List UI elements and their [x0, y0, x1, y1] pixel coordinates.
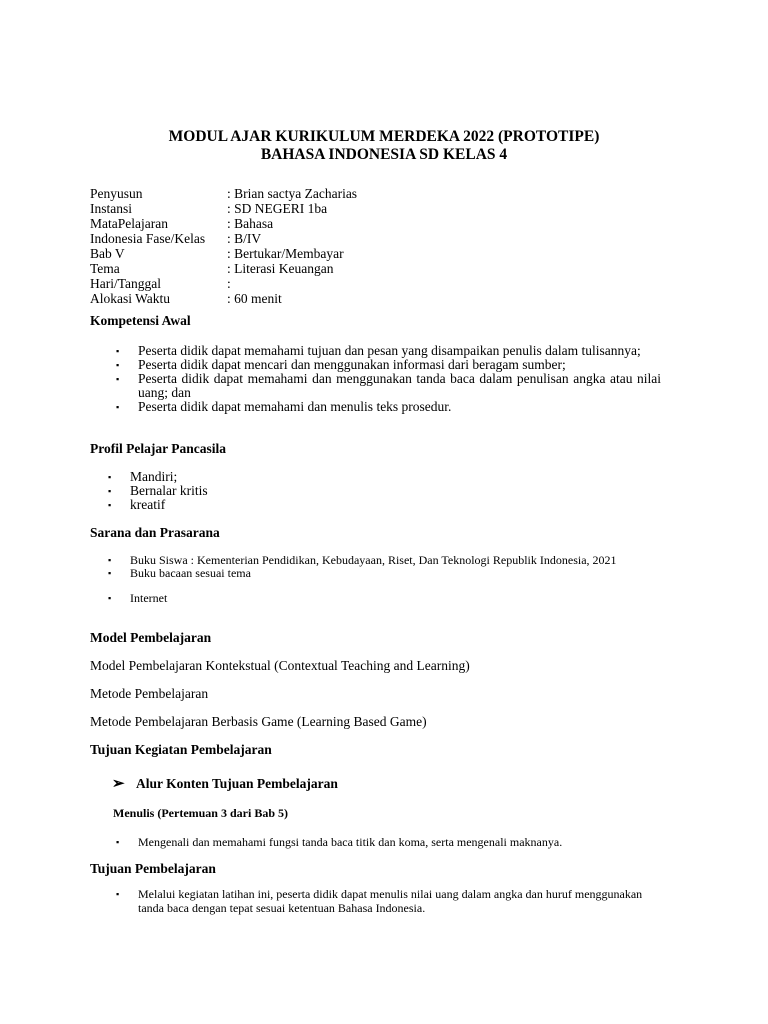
- meta-key: Indonesia Fase/Kelas: [90, 231, 206, 246]
- alur-heading: [112, 774, 338, 793]
- meta-value: : Brian sactya Zacharias: [227, 186, 358, 201]
- meta-row: [90, 246, 357, 261]
- meta-value: : Literasi Keuangan: [227, 261, 334, 276]
- section-heading-tujuan: Tujuan Pembelajaran: [90, 861, 216, 876]
- metode-text: Metode Pembelajaran Berbasis Game (Learning Based Game): [90, 714, 427, 729]
- profil-list: [107, 470, 407, 512]
- section-heading-tujuan-kegiatan: Tujuan Kegiatan Pembelajaran: [90, 742, 272, 757]
- sarana-list: [107, 554, 667, 605]
- meta-value: : SD NEGERI 1ba: [227, 201, 328, 216]
- meta-key: Bab V: [90, 246, 125, 261]
- meta-value: : Bertukar/Membayar: [227, 246, 344, 261]
- list-item: ▪ Peserta didik dapat memahami tujuan dan pesan yang disampaikan penulis dalam tulisannya;: [115, 344, 661, 358]
- meta-value: : B/IV: [227, 231, 262, 246]
- list-item: ▪ Buku Siswa : Kementerian Pendidikan, Kebudayaan, Riset, Dan Teknologi Republik Indonesia, 2021: [107, 554, 667, 567]
- meta-value: : Bahasa: [227, 216, 274, 231]
- section-heading-profil: Profil Pelajar Pancasila: [90, 441, 226, 456]
- tujuan-list: [115, 887, 660, 915]
- section-heading-metode: Metode Pembelajaran: [90, 686, 209, 701]
- meta-row: [90, 291, 357, 306]
- section-heading-model: Model Pembelajaran: [90, 630, 212, 645]
- list-item: ▪ Peserta didik dapat mencari dan menggunakan informasi dari beragam sumber;: [115, 358, 661, 372]
- list-item: ▪ Internet: [107, 592, 667, 605]
- section-heading-kompetensi: Kompetensi Awal: [90, 313, 191, 328]
- meta-value: :: [227, 276, 231, 291]
- list-item: ▪ Bernalar kritis: [107, 484, 407, 498]
- tujuan-kegiatan-list: [115, 835, 675, 849]
- menulis-subheading: Menulis (Pertemuan 3 dari Bab 5): [113, 806, 288, 820]
- list-item: ▪ Mandiri;: [107, 470, 407, 484]
- list-item: ▪ Buku bacaan sesuai tema: [107, 567, 667, 580]
- meta-key: MataPelajaran: [90, 216, 168, 231]
- document-subtitle: BAHASA INDONESIA SD KELAS 4: [260, 146, 508, 163]
- meta-row: [90, 201, 357, 216]
- alur-label: Alur Konten Tujuan Pembelajaran: [136, 775, 338, 791]
- meta-row: [90, 231, 357, 246]
- identity-table: [90, 186, 357, 306]
- list-item: ▪ Melalui kegiatan latihan ini, peserta didik dapat menulis nilai uang dalam angka dan huruf menggunakan tanda baca dengan tepat sesuai ketentuan Bahasa Indonesia.: [115, 887, 660, 915]
- meta-row: [90, 216, 357, 231]
- meta-key: Instansi: [90, 201, 132, 216]
- kompetensi-list: [115, 344, 661, 414]
- section-heading-sarana: Sarana dan Prasarana: [90, 525, 220, 540]
- list-item: ▪ Peserta didik dapat memahami dan menulis teks prosedur.: [115, 400, 661, 414]
- arrow-bullet-icon: ➢: [112, 776, 125, 792]
- list-item: ▪ Mengenali dan memahami fungsi tanda baca titik dan koma, serta mengenali maknanya.: [115, 835, 675, 849]
- model-text: Model Pembelajaran Kontekstual (Contextual Teaching and Learning): [90, 658, 470, 673]
- meta-row: [90, 186, 357, 201]
- meta-row: [90, 276, 357, 291]
- meta-row: [90, 261, 357, 276]
- meta-key: Tema: [90, 261, 120, 276]
- meta-key: Alokasi Waktu: [90, 291, 171, 306]
- document-title: MODUL AJAR KURIKULUM MERDEKA 2022 (PROTOTIPE): [168, 128, 600, 145]
- meta-value: : 60 menit: [227, 291, 282, 306]
- list-item: ▪ Peserta didik dapat memahami dan menggunakan tanda baca dalam penulisan angka atau nilai uang; dan: [115, 372, 661, 400]
- meta-key: Penyusun: [90, 186, 143, 201]
- meta-key: Hari/Tanggal: [90, 276, 162, 291]
- list-item: ▪ kreatif: [107, 498, 407, 512]
